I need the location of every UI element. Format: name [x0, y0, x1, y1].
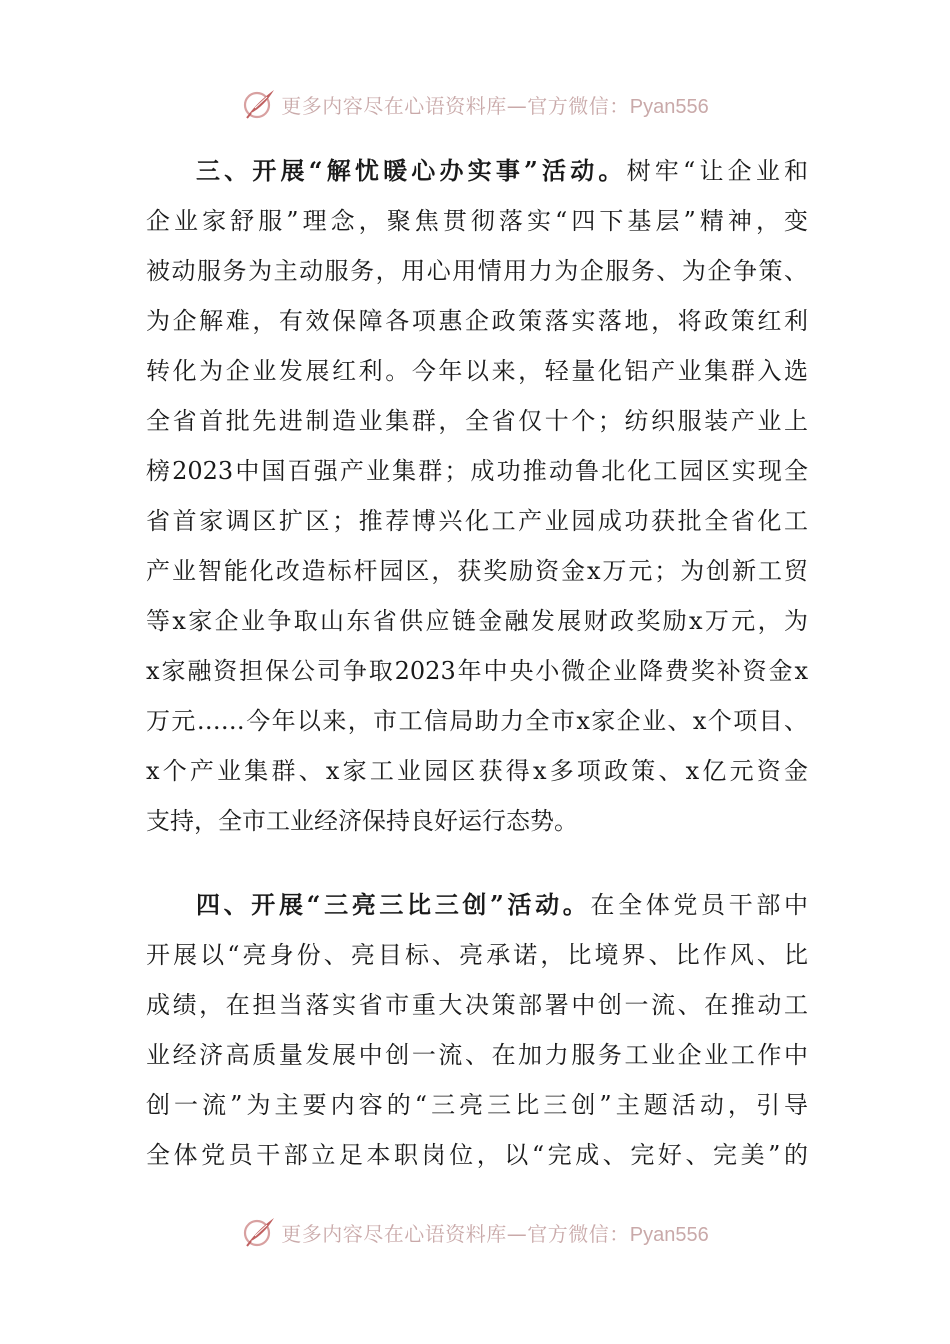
watermark-header: [0, 84, 950, 124]
paragraph-line: 创一流”为主要内容的“三亮三比三创”主题活动，引导: [146, 1091, 808, 1119]
paragraph-line: x个产业集群、x家工业园区获得x多项政策、x亿元资金: [146, 757, 808, 785]
paragraph-line: 等x家企业争取山东省供应链金融发展财政奖励x万元，为: [146, 607, 808, 635]
paragraph-line: 省首家调区扩区；推荐博兴化工产业园成功获批全省化工: [146, 507, 808, 535]
paragraph-line: 为企解难，有效保障各项惠企政策落实落地，将政策红利: [146, 307, 808, 335]
paragraph-activity-four: [146, 880, 808, 1180]
watermark-text: 更多内容尽在心语资料库—官方微信：Pyan556: [281, 1221, 709, 1246]
paragraph-line: 全省首批先进制造业集群，全省仅十个；纺织服装产业上: [146, 407, 808, 435]
paragraph-line: 产业智能化改造标杆园区，获奖励资金x万元；为创新工贸: [146, 557, 808, 585]
paragraph-line: 万元……今年以来，市工信局助力全市x家企业、x个项目、: [146, 707, 808, 735]
paragraph-line: 开展以“亮身份、亮目标、亮承诺，比境界、比作风、比: [146, 941, 808, 969]
paragraph-first-line: 四、开展“三亮三比三创”活动。在全体党员干部中: [196, 890, 809, 919]
watermark-footer: [0, 1212, 950, 1252]
quill-logo-icon: [241, 1214, 277, 1250]
paragraph-activity-three: [146, 146, 808, 846]
paragraph-line: 被动服务为主动服务，用心用情用力为企服务、为企争策、: [146, 257, 808, 285]
paragraph-line: 企业家舒服”理念，聚焦贯彻落实“四下基层”精神，变: [146, 207, 808, 235]
paragraph-line: 榜2023中国百强产业集群；成功推动鲁北化工园区实现全: [146, 457, 808, 485]
paragraph-first-line: 三、开展“解忧暖心办实事”活动。树牢“让企业和: [196, 156, 808, 185]
watermark-text: 更多内容尽在心语资料库—官方微信：Pyan556: [281, 93, 709, 118]
paragraph-line: 全体党员干部立足本职岗位，以“完成、完好、完美”的: [146, 1141, 808, 1169]
paragraph-line: x家融资担保公司争取2023年中央小微企业降费奖补资金x: [146, 657, 808, 685]
paragraph-line: 支持，全市工业经济保持良好运行态势。: [146, 807, 578, 835]
section-heading: 三、开展“解忧暖心办实事”活动。: [196, 156, 627, 185]
quill-logo-icon: [241, 86, 277, 122]
paragraph-line: 成绩，在担当落实省市重大决策部署中创一流、在推动工: [146, 991, 808, 1019]
document-body: [146, 146, 808, 1180]
paragraph-line: 转化为企业发展红利。今年以来，轻量化铝产业集群入选: [146, 357, 808, 385]
paragraph-spacer: [146, 846, 808, 880]
section-heading: 四、开展“三亮三比三创”活动。: [196, 890, 591, 919]
paragraph-line: 业经济高质量发展中创一流、在加力服务工业企业工作中: [146, 1041, 808, 1069]
